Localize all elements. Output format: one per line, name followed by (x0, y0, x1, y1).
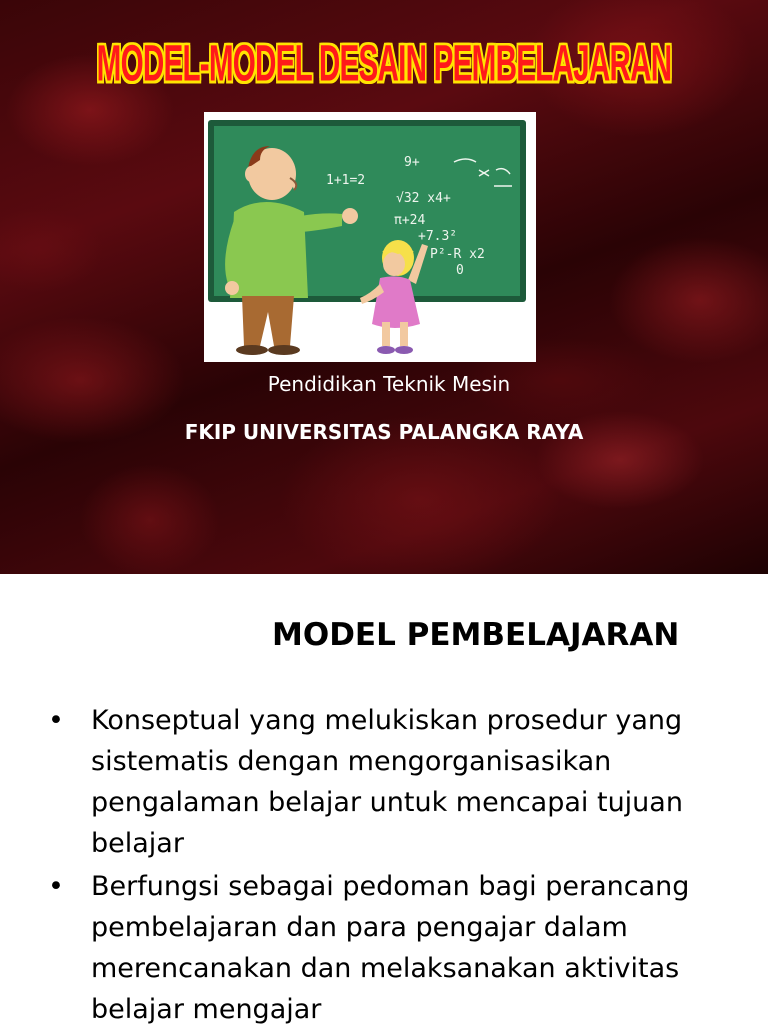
organization-name: FKIP UNIVERSITAS PALANGKA RAYA (184, 420, 584, 444)
teacher-chalkboard-illustration (204, 112, 536, 362)
slide-title: MODEL-MODEL DESAIN PEMBELAJARAN (96, 36, 672, 93)
bullet-line: pembelajaran dan para pengajar dalam (91, 912, 628, 943)
bullet-list (0, 700, 768, 1032)
bullet-line: merencanakan dan melaksanakan aktivitas (91, 953, 680, 984)
board-text-0: 1+1=2 (326, 173, 366, 188)
content-slide (0, 574, 768, 1024)
board-text-1: 9+ (404, 155, 420, 170)
board-text-2: √32 x4+ (396, 191, 451, 206)
bullet-line: Konseptual yang melukiskan prosedur yang (91, 705, 683, 736)
bullet-marker: • (48, 871, 64, 902)
board-text-5: P²-R x2 (430, 247, 485, 262)
board-text-3: π+24 (394, 213, 426, 228)
chalkboard-icon (204, 112, 536, 362)
bullet-line: pengalaman belajar untuk mencapai tujuan (91, 787, 683, 818)
slide-heading: MODEL PEMBELAJARAN (272, 617, 680, 653)
bullet-item (0, 866, 768, 1030)
bullet-line: belajar (91, 828, 184, 859)
bullet-line: sistematis dengan mengorganisasikan (91, 746, 612, 777)
department-subtitle: Pendidikan Teknik Mesin (267, 372, 511, 396)
bullet-line: Berfungsi sebagai pedoman bagi perancang (91, 871, 690, 902)
bullet-line: belajar mengajar (91, 994, 322, 1025)
board-text-6: 0 (456, 263, 464, 278)
board-text-4: +7.3² (418, 229, 458, 244)
bullet-item (0, 700, 768, 864)
bullet-marker: • (48, 705, 64, 736)
